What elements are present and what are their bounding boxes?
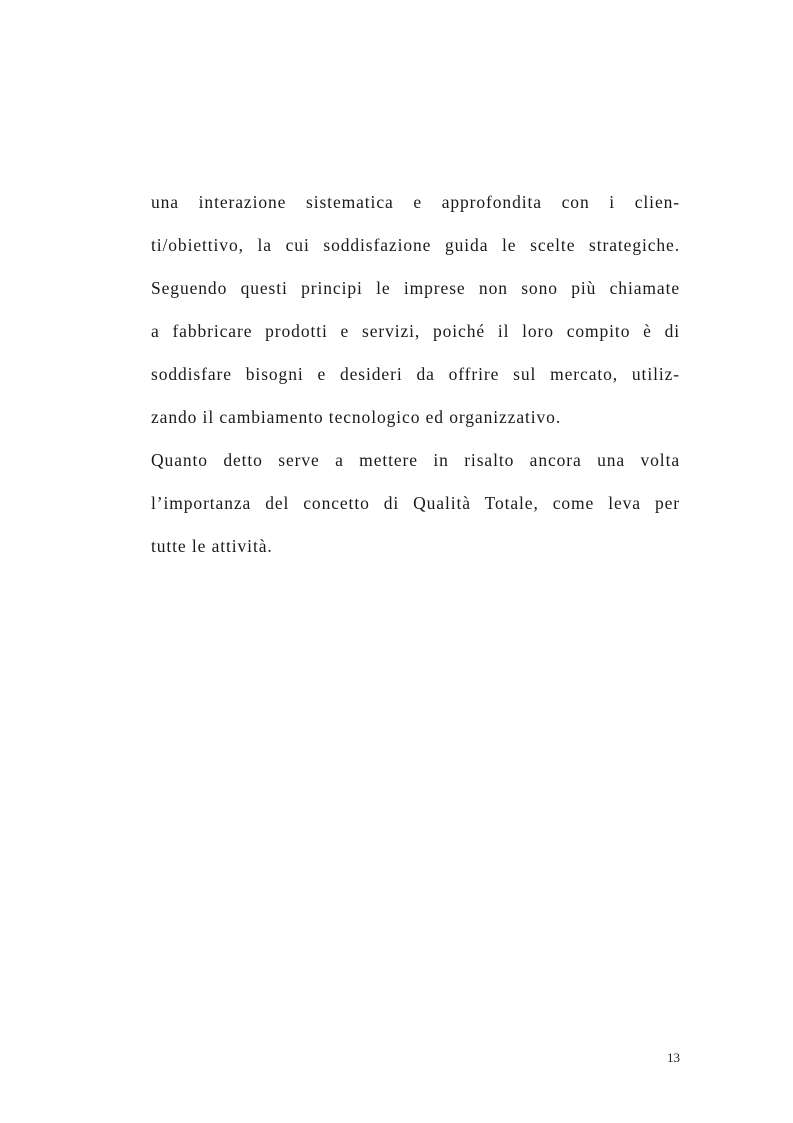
text-line: tutte le attività. xyxy=(151,536,273,556)
body-text xyxy=(151,189,680,576)
text-line: Seguendo questi principi le imprese non sono più chiamate xyxy=(151,278,680,298)
text-line: Quanto detto serve a mettere in risalto ancora una volta xyxy=(151,450,680,470)
text-line: ti/obiettivo, la cui soddisfazione guida le scelte strategiche. xyxy=(151,235,680,255)
page-number: 13 xyxy=(667,1050,680,1065)
text-line: zando il cambiamento tecnologico ed organizzativo. xyxy=(151,407,562,427)
text-line: a fabbricare prodotti e servizi, poiché il loro compito è di xyxy=(151,321,680,341)
text-line: soddisfare bisogni e desideri da offrire sul mercato, utiliz- xyxy=(151,364,680,384)
text-line: l’importanza del concetto di Qualità Totale, come leva per xyxy=(151,493,680,513)
text-line: una interazione sistematica e approfondita con i clien- xyxy=(151,192,680,212)
